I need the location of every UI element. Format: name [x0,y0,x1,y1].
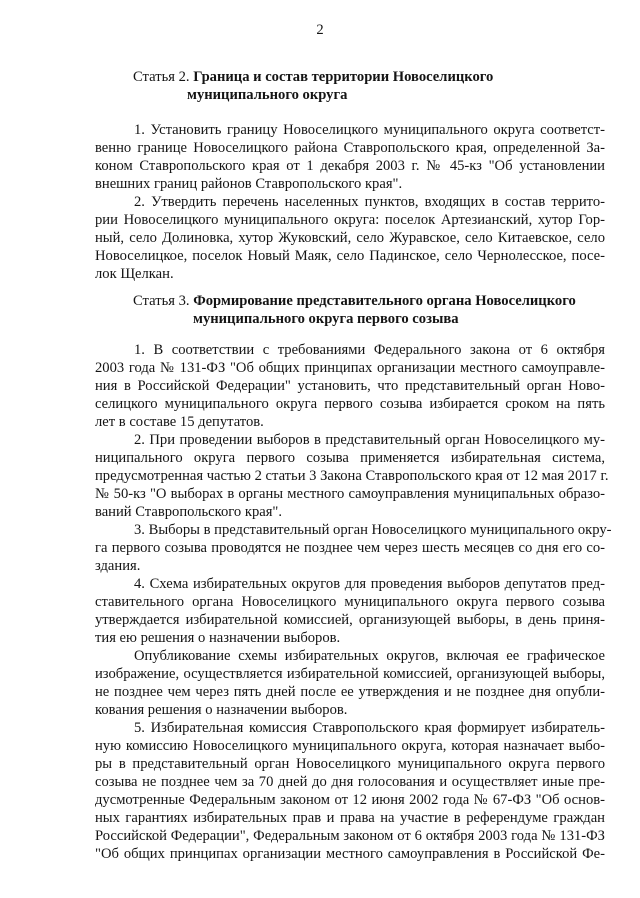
paragraph-line: селицкого муниципального округа первого созыва избирается сроком на пять [95,396,605,412]
paragraph-line: предусмотренная частью 2 статьи 3 Закона Ставропольского края от 12 мая 2017 г. [95,468,609,484]
paragraph-line: Опубликование схемы избирательных округов, включая ее графическое [134,648,605,664]
paragraph-line: ры в представительный орган Новоселицкого муниципального округа первого [95,756,605,772]
paragraph-line: ный, село Долиновка, хутор Жуковский, село Журавское, село Китаевское, село [95,230,605,246]
paragraph-line: га первого созыва проводятся не позднее чем через шесть месяцев со дня его со- [95,540,605,556]
paragraph-line: 5. Избирательная комиссия Ставропольского края формирует избиратель- [134,720,605,736]
paragraph-line: ставительного органа Новоселицкого муниципального округа первого созыва [95,594,605,610]
paragraph-line: здания. [95,558,141,574]
paragraph-line: № 50-кз "О выборах в органы местного самоуправления муниципальных образо- [95,486,605,502]
article-2-heading [133,68,493,104]
paragraph-line: не позднее чем через пять дней после ее утверждения и не позднее дня опубли- [95,684,605,700]
paragraph-line: Новоселицкое, поселок Новый Маяк, село Падинское, село Чернолесское, посе- [95,248,605,264]
paragraph-line: 2003 года № 131-ФЗ "Об общих принципах организации местного самоуправле- [95,360,605,376]
article-3-prefix: Статья 3. [133,293,190,309]
paragraph-line: ния в Российской Федерации" установить, что представительный орган Ново- [95,378,605,394]
article-2-title-line1: Граница и состав территории Новоселицкого [193,69,494,85]
paragraph-line: кования решения о назначении выборов. [95,702,348,718]
paragraph-line: ваний Ставропольского края". [95,504,283,520]
paragraph-line: ную комиссию Новоселицкого муниципального округа, которая назначает выбо- [95,738,605,754]
paragraph-line: рии Новоселицкого муниципального округа: поселок Артезианский, хутор Гор- [95,212,605,228]
paragraph-line: 2. При проведении выборов в представительный орган Новоселицкого му- [134,432,605,448]
paragraph-line: тия ею решения о назначении выборов. [95,630,341,646]
paragraph-line: внешних границ районов Ставропольского края". [95,176,403,192]
page-number: 2 [316,22,324,38]
paragraph-line: ниципального округа первого созыва применяется избирательная система, [95,450,605,466]
paragraph-line: 4. Схема избирательных округов для проведения выборов депутатов пред- [134,576,605,592]
paragraph-line: дусмотренные Федеральным законом от 12 июня 2002 года № 67-ФЗ "Об основ- [95,792,605,808]
paragraph-line: лок Щелкан. [95,266,174,282]
article-2-title-line2: муниципального округа [187,87,348,103]
paragraph-line: 1. В соответствии с требованиями Федерального закона от 6 октября [134,342,605,358]
paragraph-line: изображение, осуществляется избирательной комиссией, организующей выборы, [95,666,605,682]
paragraph-line: утверждается избирательной комиссией, организующей выборы, в день приня- [95,612,605,628]
paragraph-line: 1. Установить границу Новоселицкого муниципального округа соответст- [134,122,605,138]
paragraph-line: венно границе Новоселицкого района Ставропольского края, определенной За- [95,140,605,156]
paragraph-line: лет в составе 15 депутатов. [95,414,264,430]
paragraph-line: Российской Федерации", Федеральным законом от 6 октября 2003 года № 131-ФЗ [95,828,605,844]
paragraph-line: "Об общих принципах организации местного самоуправления в Российской Фе- [95,846,605,862]
article-3-heading [133,292,576,328]
paragraph-line: ных гарантиях избирательных прав и права на участие в референдуме граждан [95,810,605,826]
paragraph-line: 2. Утвердить перечень населенных пунктов, входящих в состав террито- [134,194,605,210]
article-2-prefix: Статья 2. [133,69,190,85]
article-3-title-line2: муниципального округа первого созыва [193,311,459,327]
paragraph-line: коном Ставропольского края от 1 декабря 2003 г. № 45-кз "Об установлении [95,158,605,174]
paragraph-line: созыва не позднее чем за 70 дней до дня голосования и осуществляет иные пре- [95,774,605,790]
article-3-title-line1: Формирование представительного органа Новоселицкого [193,293,576,309]
paragraph-line: 3. Выборы в представительный орган Новоселицкого муниципального окру- [134,522,612,538]
